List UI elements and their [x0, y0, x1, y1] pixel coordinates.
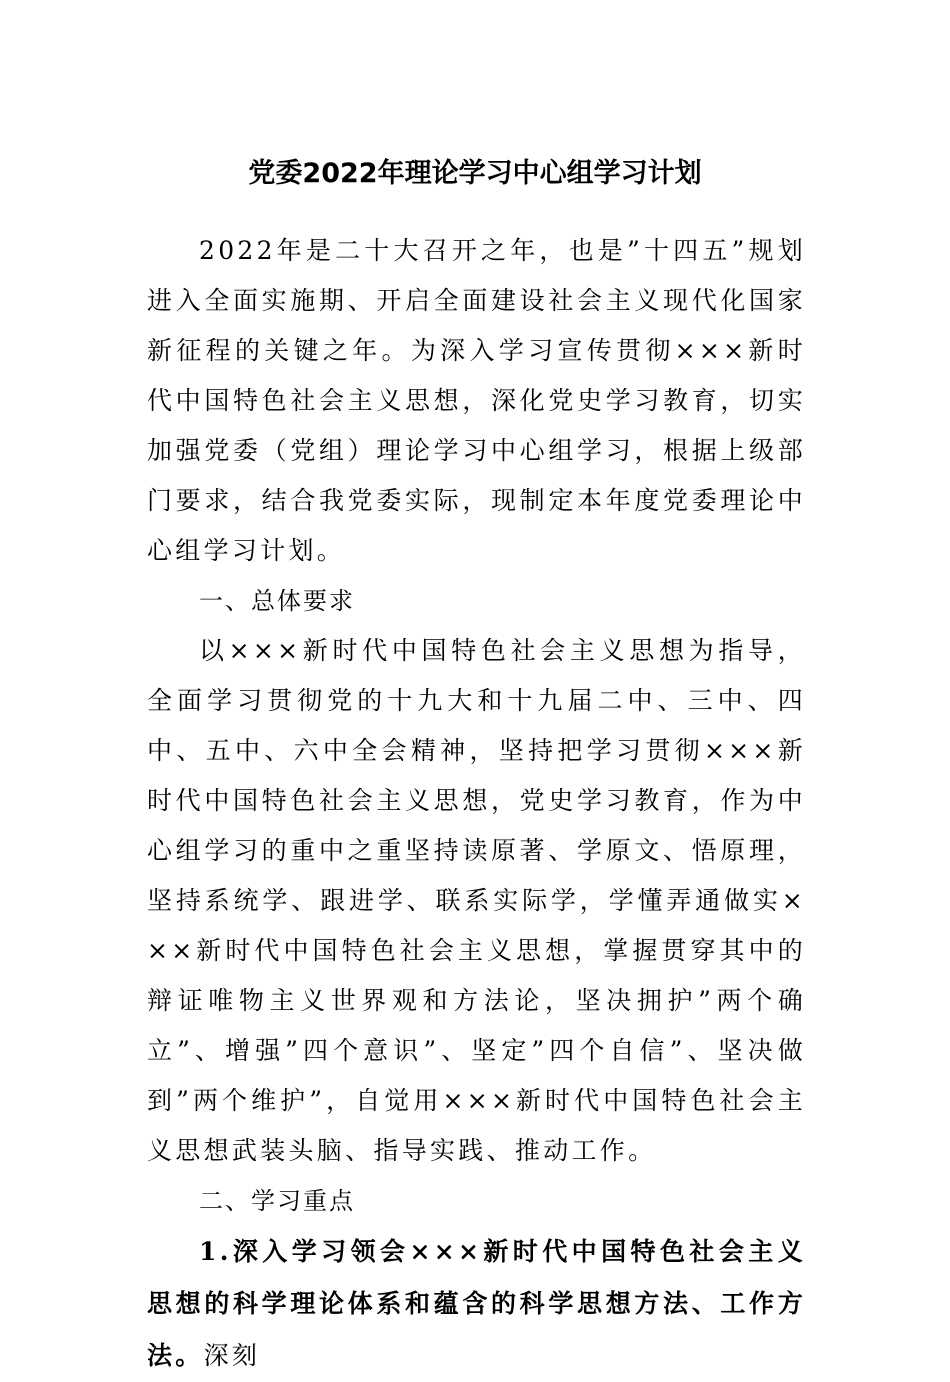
- intro-paragraph: 2022年是二十大召开之年，也是”十四五”规划进入全面实施期、开启全面建设社会主义现代化国家新征程的关键之年。为深入学习宣传贯彻×××新时代中国特色社会主义思想，深化党史学习教育，切实加强党委（党组）理论学习中心组学习，根据上级部门要求，结合我党委实际，现制定本年度党委理论中心组学习计划。: [147, 236, 806, 565]
- study-focus-item-1-lead: 1.深入学习领会×××新时代中国特色社会主义思想的科学理论体系和蕴含的科学思想方法、工作方法。: [147, 1237, 806, 1370]
- section-heading-general-requirements: 一、总体要求: [199, 587, 355, 615]
- document-body: [147, 226, 806, 1382]
- study-focus-item-1-text: 深刻: [203, 1341, 261, 1370]
- study-focus-item-1: [147, 1226, 806, 1382]
- section-heading-study-focus: 二、学习重点: [199, 1187, 355, 1215]
- document-title: 党委2022年理论学习中心组学习计划: [248, 158, 702, 189]
- general-requirements-paragraph: 以×××新时代中国特色社会主义思想为指导，全面学习贯彻党的十九大和十九届二中、三中、四中、五中、六中全会精神，坚持把学习贯彻×××新时代中国特色社会主义思想，党史学习教育，作为中心组学习的重中之重坚持读原著、学原文、悟原理，坚持系统学、跟进学、联系实际学，学懂弄通做实×××新时代中国特色社会主义思想，掌握贯穿其中的辩证唯物主义世界观和方法论，坚决拥护”两个确立”、增强”四个意识”、坚定”四个自信”、坚决做到”两个维护”，自觉用×××新时代中国特色社会主义思想武装头脑、指导实践、推动工作。: [147, 636, 806, 1165]
